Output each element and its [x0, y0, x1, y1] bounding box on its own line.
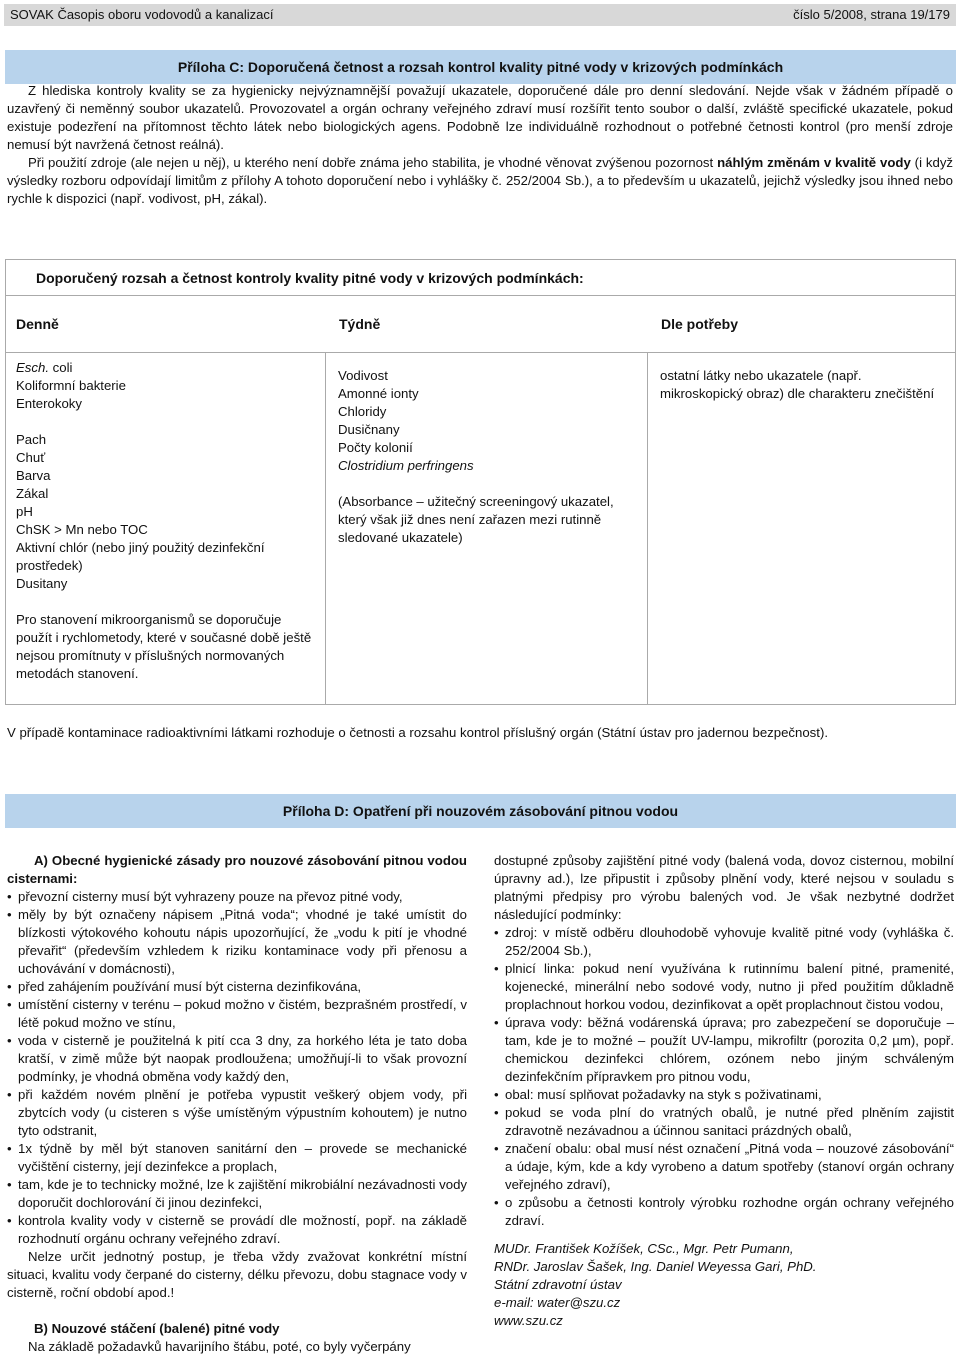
list-item: • při každém novém plnění je potřeba vypustit veškerý objem vody, při zbytcích vody (u cisteren s výše umístěným výpustním kohoutem) je nutno tyto odstranit, — [7, 1086, 467, 1140]
list-item: • úprava vody: běžná vodárenská úprava; pro zabezpečení se doporučuje – tam, kde je to možné – použít UV-lampu, mikrofiltr (porozita 0,2 µm), popř. chemickou dezinfekci chlórem, ozónem nebo jiným schváleným dezinfekčním přípravkem pro pitnou vodu, — [494, 1014, 954, 1086]
issue-info: číslo 5/2008, strana 19/179 — [793, 7, 950, 22]
daily-item-rest: coli — [48, 360, 73, 375]
table-header-row — [6, 296, 955, 353]
section-d-title: Příloha D: Opatření při nouzovém zásobování pitnou vodou — [5, 794, 956, 828]
section-c-title: Příloha C: Doporučená četnost a rozsah kontrol kvality pitné vody v krizových podmínkách — [5, 50, 956, 84]
intro-paragraph-2 — [7, 154, 953, 208]
header-daily: Denně — [16, 316, 59, 332]
paragraph-b-start: Na základě požadavků havarijního štábu, poté, co byly vyčerpány — [28, 1339, 411, 1354]
list-item — [16, 359, 317, 377]
list-item: Enterokoky — [16, 396, 82, 411]
list-item: • tam, kde je to technicky možné, lze k zajištění mikrobiální nezávadnosti vody doporučit dochlorování či jinou dezinfekci, — [7, 1176, 467, 1212]
list-item: ChSK > Mn nebo TOC — [16, 522, 148, 537]
list-item: • o způsobu a četnosti kontroly výrobku rozhodne orgán ochrany veřejného zdraví. — [494, 1194, 954, 1230]
list-item: • 1x týdně by měl být stanoven sanitární den – provede se mechanické vyčištění cisterny, její dezinfekce a proplach, — [7, 1140, 467, 1176]
header-weekly: Týdně — [339, 316, 381, 332]
list-item: • zdroj: v místě odběru dlouhodobě vyhovuje kvalitě pitné vody (vyhláška č. 252/2004 Sb.), — [494, 924, 954, 960]
list-item: Vodivost — [338, 368, 388, 383]
control-table — [5, 259, 956, 705]
list-item: • převozní cisterny musí být vyhrazeny pouze na převoz pitné vody, — [7, 888, 467, 906]
weekly-note: (Absorbance – užitečný screeningový ukazatel, který však již dnes není zařazen mezi rutinně sledované ukazatele) — [338, 494, 614, 545]
list-item: • značení obalu: obal musí nést označení „Pitná voda – nouzové zásobování“ a údaje, kým, kde a kdy vyrobeno a datum spotřeby (stanoví orgán ochrany veřejného zdraví), — [494, 1140, 954, 1194]
list-item: • pokud se voda plní do vratných obalů, je nutné před plněním zajistit zdravotně nezávadnou a účinnou sanitaci prázdných obalů, — [494, 1104, 954, 1140]
intro-p2-text: Při použití zdroje (ale nejen u něj), u kterého není dobře známa jeho stabilita, je vhodné věnovat zvýšenou pozornost — [28, 155, 718, 170]
heading-b: B) Nouzové stáčení (balené) pitné vody — [34, 1321, 280, 1336]
list-item: • umístění cisterny v terénu – pokud možno v čistém, bezprašném prostředí, v létě pokud možno ve stínu, — [7, 996, 467, 1032]
as-needed-column — [648, 353, 955, 705]
list-item: pH — [16, 504, 33, 519]
section-c-intro — [7, 82, 953, 208]
list-item: Clostridium perfringens — [338, 458, 474, 473]
page-header — [4, 4, 956, 26]
list-item: • před zahájením používání musí být cisterna dezinfikována, — [7, 978, 467, 996]
intro-p2-bold: náhlým změnám v kvalitě vody — [717, 155, 911, 170]
heading-a: A) Obecné hygienické zásady pro nouzové zásobování pitnou vodou cisternami: — [7, 853, 467, 886]
daily-column — [6, 353, 326, 705]
list-spacer — [16, 413, 317, 431]
journal-name: SOVAK Časopis oboru vodovodů a kanalizací — [10, 7, 274, 22]
list-item: Dusičnany — [338, 422, 400, 437]
author-line: RNDr. Jaroslav Šašek, Ing. Daniel Weyessa Gari, PhD. — [494, 1259, 817, 1274]
list-item: • obal: musí splňovat požadavky na styk s poživatinami, — [494, 1086, 954, 1104]
author-signature — [494, 1240, 954, 1330]
list-item: Amonné ionty — [338, 386, 419, 401]
as-needed-text: ostatní látky nebo ukazatele (např. mikroskopický obraz) dle charakteru znečištění — [660, 368, 935, 401]
list-item: Chloridy — [338, 404, 387, 419]
paragraph-b-continued: dostupné způsoby zajištění pitné vody (balená voda, dovoz cisternou, mobilní úpravny ad.), lze připustit i způsoby plnění vody, které nejsou v souladu s platnými předpisy pro výrobu balených vod. Je však nezbytné dodržet následující podmínky: — [494, 853, 954, 922]
list-item: Zákal — [16, 486, 49, 501]
institution: Státní zdravotní ústav — [494, 1277, 622, 1292]
list-item: • měly by být označeny nápisem „Pitná voda“; vhodné je také umístit do blízkosti výtokového kohoutu nápis upozorňující, že „vodu k pití je vhodné převařit“ (především vzhledem k riziku kontaminace vody při přenosu a uchovávání v domácnosti), — [7, 906, 467, 978]
list-item: Koliformní bakterie — [16, 378, 126, 393]
intro-p2-text-end: (i když výsledky rozboru odpovídají limitům z přílohy A tohoto doporučení nebo i vyhlášky č. 252/2004 Sb.), a to především u ukazatelů, jejichž výsledky jsou ihned nebo rychle k dispozici (např. vodivost, pH, zákal). — [7, 155, 954, 206]
weekly-column — [326, 353, 648, 705]
daily-item-italic: Esch. — [16, 360, 49, 375]
list-item: Dusitany — [16, 576, 68, 591]
author-line: MUDr. František Kožíšek, CSc., Mgr. Petr Pumann, — [494, 1241, 794, 1256]
email: e-mail: water@szu.cz — [494, 1295, 621, 1310]
list-item: Aktivní chlór (nebo jiný použitý dezinfekční prostředek) — [16, 540, 265, 573]
table-title: Doporučený rozsah a četnost kontroly kvality pitné vody v krizových podmínkách: — [6, 260, 955, 296]
list-item: Barva — [16, 468, 51, 483]
list-item: Chuť — [16, 450, 46, 465]
list-item: • plnicí linka: pokud není využívána k rutinnímu balení pitné, pramenité, kojenecké, minerální nebo sodové vody, nutno ji před použitím důkladně proplachnout horkou vodou, dezinfikovat a opět proplachnout čistou vodou, — [494, 960, 954, 1014]
section-d-right-column — [494, 852, 954, 1330]
contamination-note: V případě kontaminace radioaktivními látkami rozhoduje o četnosti a rozsahu kontrol příslušný orgán (Státní ústav pro jadernou bezpečnost). — [7, 725, 828, 740]
website: www.szu.cz — [494, 1313, 563, 1328]
daily-note: Pro stanovení mikroorganismů se doporučuje použít i rychlometody, které v současné době ještě nejsou promítnuty v příslušných normovaných metodách stanovení. — [16, 612, 312, 681]
section-d-left-column — [7, 852, 467, 1356]
list-item: Pach — [16, 432, 47, 447]
paragraph-a: Nelze určit jednotný postup, je třeba vždy zvažovat konkrétní místní situaci, kvalitu vody čerpané do cisterny, délku převozu, dobu stagnace vody v cisterně, roční období apod.! — [7, 1249, 467, 1300]
header-as-needed: Dle potřeby — [661, 316, 739, 332]
list-item: Počty kolonií — [338, 440, 413, 455]
list-item: • kontrola kvality vody v cisterně se provádí dle možností, popř. na základě rozhodnutí orgánu ochrany veřejného zdraví. — [7, 1212, 467, 1248]
intro-paragraph-1: Z hlediska kontroly kvality se za hygienicky nejvýznamnější považují ukazatele, doporučené dále pro denní sledování. Nejde však v žádném případě o uzavřený či neměnný soubor ukazatelů. Provozovatel a orgán ochrany veřejného zdraví musí rozšířit tento soubor o další, zvláště specifické ukazatele, pokud existuje podezření na přítomnost těchto látek nebo biologických agens. Podobně lze individuálně rozhodnout o potřebné četnosti kontrol (pro menší zdroje nemusí být navržená četnost reálná). — [7, 83, 953, 152]
list-item: • voda v cisterně je použitelná k pití cca 3 dny, za horkého léta je tato doba kratší, v zimě může být naopak prodloužena; umožňují-li to však provozní podmínky, je vhodná obměna vody každý den, — [7, 1032, 467, 1086]
